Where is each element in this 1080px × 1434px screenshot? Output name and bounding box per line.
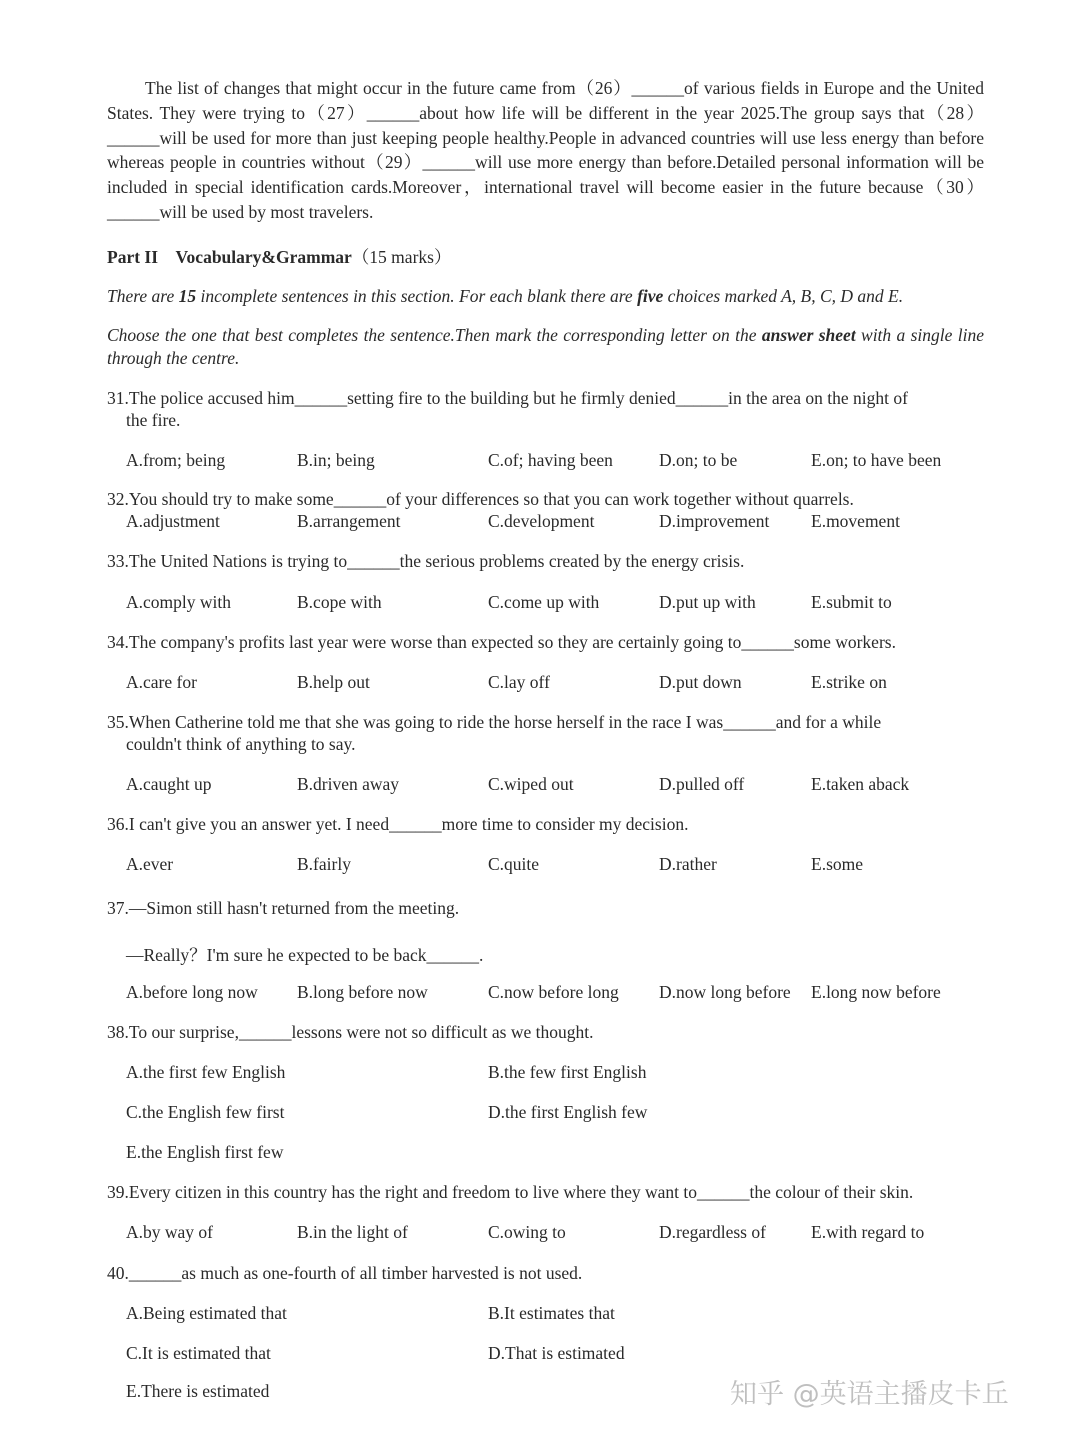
question-38: 38.To our surprise,______lessons were not so difficult as we thought. — [107, 1022, 594, 1042]
option-e[interactable]: E.long now before — [811, 982, 941, 1002]
part-marks: （15 marks） — [351, 247, 452, 267]
question-33: 33.The United Nations is trying to______the serious problems created by the energy crisis. — [107, 551, 745, 571]
question-stem-continued: the fire. — [126, 410, 181, 430]
option-b[interactable]: B.cope with — [297, 592, 382, 612]
option-e[interactable]: E.the English first few — [126, 1142, 284, 1162]
option-e[interactable]: E.some — [811, 854, 864, 874]
question-37-reply: —Really？I'm sure he expected to be back______. — [126, 945, 484, 965]
option-a[interactable]: A.from; being — [126, 450, 226, 470]
option-e[interactable]: E.on; to have been — [811, 450, 942, 470]
option-d[interactable]: D.regardless of — [659, 1222, 766, 1242]
watermark: 知乎 @英语主播皮卡丘 — [730, 1379, 1009, 1410]
option-c[interactable]: C.now before long — [488, 982, 619, 1002]
instruction-line-1 — [107, 285, 984, 308]
instruction-line-2 — [107, 324, 984, 370]
question-stem: 31.The police accused him______setting fire to the building but he firmly denied______in the area on the night of — [107, 388, 908, 408]
option-b[interactable]: B.driven away — [297, 774, 400, 794]
instruction-text: incomplete sentences in this section. For each blank there are — [196, 286, 638, 306]
option-c[interactable]: C.It is estimated that — [126, 1343, 271, 1363]
option-c[interactable]: C.the English few first — [126, 1102, 285, 1122]
instruction-answer-sheet: answer sheet — [761, 325, 856, 345]
question-34: 34.The company's profits last year were worse than expected so they are certainly going to______some workers. — [107, 632, 896, 652]
option-d[interactable]: D.put down — [659, 672, 742, 692]
option-b[interactable]: B.long before now — [297, 982, 428, 1002]
option-d[interactable]: D.improvement — [659, 511, 770, 531]
option-c[interactable]: C.quite — [488, 854, 540, 874]
instruction-count: 15 — [178, 286, 197, 306]
option-d[interactable]: D.now long before — [659, 982, 791, 1002]
option-a[interactable]: A.the first few English — [126, 1062, 286, 1082]
option-d[interactable]: D.rather — [659, 854, 717, 874]
reading-passage: The list of changes that might occur in the future came from（26）______of various fields in Europe and the United States. They were trying to（27）______about how life will be different in the year 2025.The group says that（28）______will be used for more than just keeping people healthy.People in advanced countries will use less energy than before whereas people in countries without（29）______will use more energy than before.Detailed personal information will be included in special identification cards.Moreover，international travel will become easier in the future because（30）______will be used by most travelers. — [107, 78, 984, 222]
option-a[interactable]: A.caught up — [126, 774, 212, 794]
option-a[interactable]: A.ever — [126, 854, 174, 874]
part-heading — [107, 244, 451, 269]
instruction-five: five — [637, 286, 664, 306]
option-d[interactable]: D.on; to be — [659, 450, 738, 470]
option-c[interactable]: C.lay off — [488, 672, 550, 692]
option-e[interactable]: E.There is estimated — [126, 1381, 270, 1401]
option-e[interactable]: E.strike on — [811, 672, 887, 692]
option-b[interactable]: B.the few first English — [488, 1062, 647, 1082]
option-d[interactable]: D.That is estimated — [488, 1343, 625, 1363]
option-e[interactable]: E.submit to — [811, 592, 892, 612]
option-c[interactable]: C.come up with — [488, 592, 600, 612]
option-a[interactable]: A.care for — [126, 672, 197, 692]
option-e[interactable]: E.taken aback — [811, 774, 910, 794]
question-36: 36.I can't give you an answer yet. I need______more time to consider my decision. — [107, 814, 689, 834]
option-c[interactable]: C.development — [488, 511, 595, 531]
instruction-text: Choose the one that best completes the sentence.Then mark the corresponding letter on the — [107, 325, 762, 345]
question-stem: 35.When Catherine told me that she was going to ride the horse herself in the race I was______and for a while — [107, 712, 882, 732]
option-b[interactable]: B.It estimates that — [488, 1303, 615, 1323]
option-d[interactable]: D.the first English few — [488, 1102, 648, 1122]
instruction-text: choices marked A, B, C, D and E. — [663, 286, 904, 306]
question-40: 40.______as much as one-fourth of all timber harvested is not used. — [107, 1263, 583, 1283]
option-c[interactable]: C.wiped out — [488, 774, 574, 794]
option-d[interactable]: D.put up with — [659, 592, 756, 612]
question-35 — [107, 711, 984, 755]
question-39: 39.Every citizen in this country has the right and freedom to live where they want to______the colour of their skin. — [107, 1182, 914, 1202]
option-a[interactable]: A.Being estimated that — [126, 1303, 287, 1323]
option-a[interactable]: A.adjustment — [126, 511, 220, 531]
option-a[interactable]: A.comply with — [126, 592, 231, 612]
option-e[interactable]: E.movement — [811, 511, 900, 531]
option-a[interactable]: A.by way of — [126, 1222, 213, 1242]
part-title: Part II Vocabulary&Grammar — [107, 247, 352, 267]
question-stem-continued: couldn't think of anything to say. — [126, 734, 356, 754]
option-b[interactable]: B.in the light of — [297, 1222, 408, 1242]
question-31 — [107, 387, 984, 431]
option-c[interactable]: C.owing to — [488, 1222, 566, 1242]
instruction-text: with a single line through the centre. — [107, 325, 984, 368]
question-32: 32.You should try to make some______of your differences so that you can work together without quarrels. — [107, 489, 854, 509]
option-b[interactable]: B.arrangement — [297, 511, 401, 531]
instruction-text: There are — [107, 286, 179, 306]
option-e[interactable]: E.with regard to — [811, 1222, 925, 1242]
option-b[interactable]: B.in; being — [297, 450, 375, 470]
option-c[interactable]: C.of; having been — [488, 450, 613, 470]
question-37: 37.—Simon still hasn't returned from the meeting. — [107, 898, 460, 918]
option-b[interactable]: B.help out — [297, 672, 370, 692]
option-d[interactable]: D.pulled off — [659, 774, 745, 794]
option-a[interactable]: A.before long now — [126, 982, 258, 1002]
option-b[interactable]: B.fairly — [297, 854, 351, 874]
